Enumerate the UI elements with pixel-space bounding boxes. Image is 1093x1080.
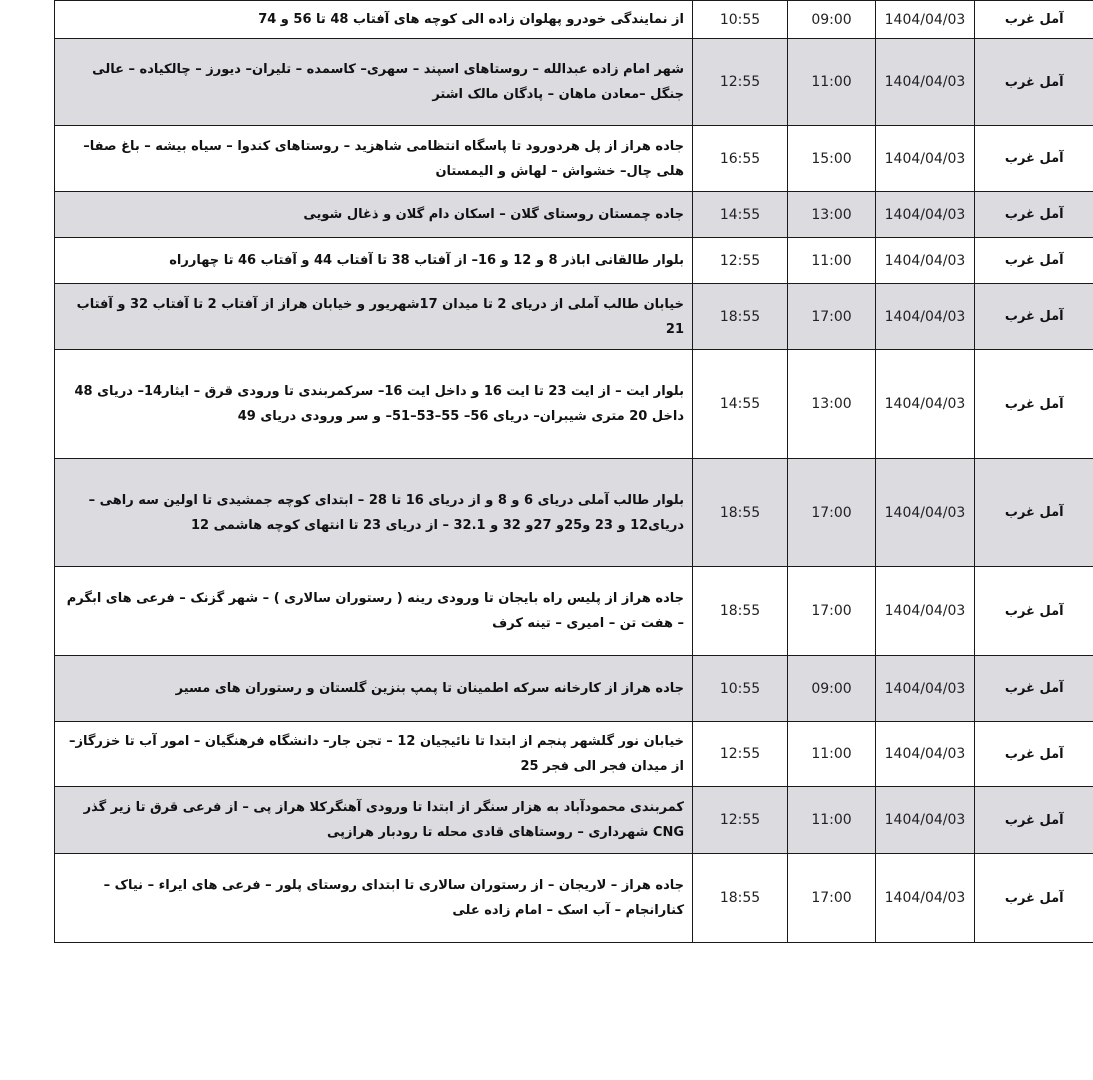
table-row [55, 284, 1093, 350]
area-cell: جاده هراز از پلیس راه بایجان تا ورودی رینه ( رستوران سالاری ) – شهر گزنک – فرعی های ابگرم – هفت تن – امیری – تینه کرف [55, 567, 693, 656]
region-cell: آمل غرب [975, 722, 1093, 787]
end-time-cell: 16:55 [693, 126, 788, 192]
start-time-cell: 11:00 [788, 787, 876, 854]
area-cell: خیابان نور گلشهر پنجم از ابتدا تا نائیجیان 12 – تجن جار– دانشگاه فرهنگیان – امور آب تا خزرگاز– از میدان فجر الی فجر 25 [55, 722, 693, 787]
region-cell: آمل غرب [975, 459, 1093, 567]
date-cell: 1404/04/03 [876, 656, 975, 722]
end-time-cell: 10:55 [693, 656, 788, 722]
end-time-cell: 12:55 [693, 722, 788, 787]
area-cell: خیابان طالب آملی از دریای 2 تا میدان 17شهریور و خیابان هراز از آفتاب 2 تا آفتاب 32 و آفتاب 21 [55, 284, 693, 350]
table-row [55, 656, 1093, 722]
area-cell: از نمایندگی خودرو پهلوان زاده الی کوچه های آفتاب 48 تا 56 و 74 [55, 1, 693, 39]
region-cell: آمل غرب [975, 350, 1093, 459]
start-time-cell: 17:00 [788, 459, 876, 567]
start-time-cell: 17:00 [788, 854, 876, 943]
date-cell: 1404/04/03 [876, 459, 975, 567]
end-time-cell: 12:55 [693, 787, 788, 854]
date-cell: 1404/04/03 [876, 126, 975, 192]
end-time-cell: 10:55 [693, 1, 788, 39]
area-cell: جاده هراز از کارخانه سرکه اطمینان تا پمپ بنزین گلستان و رستوران های مسیر [55, 656, 693, 722]
area-cell: بلوار ایت – از ایت 23 تا ایت 16 و داخل ایت 16– سرکمربندی تا ورودی قرق – ایثار14– دریای 48 داخل 20 متری شیبران– دریای 56– 55–53–51– و سر ورودی دریای 49 [55, 350, 693, 459]
table-row [55, 192, 1093, 238]
date-cell: 1404/04/03 [876, 39, 975, 126]
region-cell: آمل غرب [975, 238, 1093, 284]
start-time-cell: 13:00 [788, 350, 876, 459]
start-time-cell: 09:00 [788, 656, 876, 722]
end-time-cell: 14:55 [693, 350, 788, 459]
table-row [55, 238, 1093, 284]
date-cell: 1404/04/03 [876, 350, 975, 459]
date-cell: 1404/04/03 [876, 787, 975, 854]
area-cell: جاده چمستان روستای گلان – اسکان دام گلان و ذغال شویی [55, 192, 693, 238]
end-time-cell: 14:55 [693, 192, 788, 238]
end-time-cell: 18:55 [693, 854, 788, 943]
region-cell: آمل غرب [975, 39, 1093, 126]
start-time-cell: 17:00 [788, 567, 876, 656]
area-cell: کمربندی محمودآباد به هزار سنگر از ابتدا تا ورودی آهنگرکلا هراز پی – از فرعی قرق تا زیر گذر CNG شهرداری – روستاهای قادی محله تا رودبار هرازپی [55, 787, 693, 854]
date-cell: 1404/04/03 [876, 238, 975, 284]
area-cell: بلوار طالقانی اباذر 8 و 12 و 16– از آفتاب 38 تا آفتاب 44 و آفتاب 46 تا چهارراه [55, 238, 693, 284]
date-cell: 1404/04/03 [876, 1, 975, 39]
start-time-cell: 17:00 [788, 284, 876, 350]
date-cell: 1404/04/03 [876, 284, 975, 350]
date-cell: 1404/04/03 [876, 567, 975, 656]
date-cell: 1404/04/03 [876, 192, 975, 238]
start-time-cell: 15:00 [788, 126, 876, 192]
date-cell: 1404/04/03 [876, 722, 975, 787]
end-time-cell: 12:55 [693, 39, 788, 126]
date-cell: 1404/04/03 [876, 854, 975, 943]
area-cell: شهر امام زاده عبدالله – روستاهای اسپند – سهری– کاسمده – تلیران– دیورز – چالکیاده – عالی جنگل –معادن ماهان – پادگان مالک اشتر [55, 39, 693, 126]
end-time-cell: 18:55 [693, 567, 788, 656]
table-row [55, 126, 1093, 192]
region-cell: آمل غرب [975, 567, 1093, 656]
start-time-cell: 13:00 [788, 192, 876, 238]
start-time-cell: 09:00 [788, 1, 876, 39]
end-time-cell: 18:55 [693, 284, 788, 350]
table-row [55, 1, 1093, 39]
schedule-body [55, 1, 1093, 943]
region-cell: آمل غرب [975, 1, 1093, 39]
region-cell: آمل غرب [975, 284, 1093, 350]
start-time-cell: 11:00 [788, 39, 876, 126]
table-row [55, 39, 1093, 126]
table-row [55, 567, 1093, 656]
table-row [55, 787, 1093, 854]
table-row [55, 722, 1093, 787]
region-cell: آمل غرب [975, 192, 1093, 238]
region-cell: آمل غرب [975, 787, 1093, 854]
end-time-cell: 18:55 [693, 459, 788, 567]
table-row [55, 459, 1093, 567]
table-row [55, 854, 1093, 943]
region-cell: آمل غرب [975, 656, 1093, 722]
end-time-cell: 12:55 [693, 238, 788, 284]
area-cell: جاده هراز از پل هردورود تا پاسگاه انتظامی شاهزید – روستاهای کندوا – سیاه بیشه – باغ صفا– هلی چال– خشواش – لهاش و الیمستان [55, 126, 693, 192]
start-time-cell: 11:00 [788, 238, 876, 284]
start-time-cell: 11:00 [788, 722, 876, 787]
table-row [55, 350, 1093, 459]
region-cell: آمل غرب [975, 126, 1093, 192]
area-cell: جاده هراز – لاریجان – از رستوران سالاری تا ابتدای روستای پلور – فرعی های ایراء – نیاک – کنارانجام – آب اسک – امام زاده علی [55, 854, 693, 943]
outage-schedule-table [54, 0, 1093, 943]
region-cell: آمل غرب [975, 854, 1093, 943]
area-cell: بلوار طالب آملی دریای 6 و 8 و از دریای 16 تا 28 – ابتدای کوچه جمشیدی تا اولین سه راهی – دریای12 و 23 و25و 27و 32 و 32.1 – از دریای 23 تا انتهای کوچه هاشمی 12 [55, 459, 693, 567]
